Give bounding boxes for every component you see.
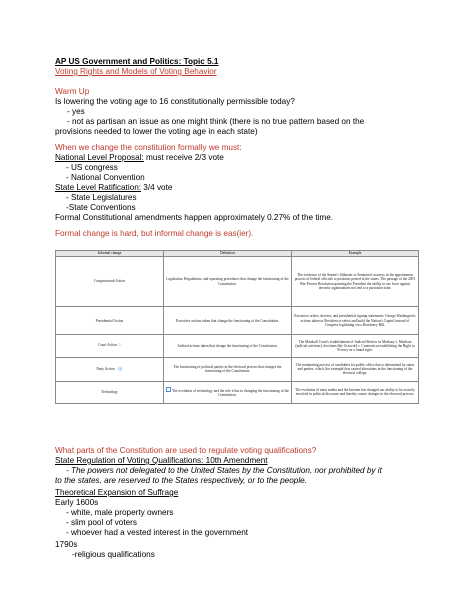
- tenth-amendment-quote-2: to the states, are reserved to the States respectively, or to the people.: [55, 476, 307, 485]
- change-cell: Technology: [56, 381, 164, 403]
- table-row: [56, 357, 419, 381]
- state-text: 3/4 vote: [141, 183, 173, 192]
- example-cell: The existence of the Senate's filibuster or Senatorial courtesy in the appointment process of federal officials to positions posted in the states. The passage of the 2001 War Powers Resolution granting the President the ability to use force against terrorist organizations not tied to a particular state.: [292, 257, 419, 307]
- table-header: Definition: [164, 251, 292, 257]
- definition-cell: Executive actions taken that change the functioning of the Constitution.: [164, 307, 292, 335]
- question-2: What parts of the Constitution are used to regulate voting qualifications?: [55, 446, 317, 455]
- state-item-2: -State Conventions: [66, 203, 136, 212]
- tenth-amendment-quote-1: - The powers not delegated to the United States by the Constitution, nor prohibited by it: [66, 466, 382, 475]
- warmup-answer-2: - not as partisan an issue as one might think (there is no true pattern based on the: [67, 117, 365, 126]
- definition-cell-wrap: [164, 381, 292, 403]
- table-row: [56, 307, 419, 335]
- change-cell: Party Action: [96, 366, 115, 371]
- national-text: must receive 2/3 vote: [143, 153, 224, 162]
- state-item-1: - State Legislatures: [66, 193, 137, 202]
- doc-subtitle: Voting Rights and Models of Voting Behavior: [55, 67, 217, 76]
- warmup-question: Is lowering the voting age to 16 constitutionally permissible today?: [55, 97, 295, 106]
- state-label: State Level Ratification:: [55, 183, 142, 192]
- formal-stat: Formal Constitutional amendments happen approximately 0.27% of the time.: [55, 213, 334, 222]
- warmup-heading: Warm Up: [55, 87, 90, 96]
- early-item-3: - whoever had a vested interest in the government: [66, 528, 249, 537]
- state-ratification: [55, 183, 172, 193]
- table-header: Informal change: [56, 251, 164, 257]
- example-cell: The evolution of mass media and the Internet has changed our ability to be actively involved in political discourse and thereby causes changes in the electoral process.: [292, 381, 419, 403]
- change-cell-wrap: [56, 335, 164, 357]
- early-item-2: - slim pool of voters: [66, 518, 137, 527]
- formal-hard: Formal change is hard, but informal change is eas(ier).: [55, 229, 254, 238]
- annotation-box-icon: [166, 387, 171, 392]
- national-proposal: [55, 153, 224, 163]
- national-item-1: - US congress: [66, 163, 118, 172]
- change-cell: Presidential Action: [56, 307, 164, 335]
- table-row: [56, 257, 419, 307]
- table-header: Example: [292, 251, 419, 257]
- warmup-answer-1: - yes: [67, 107, 85, 116]
- table-row: [56, 381, 419, 403]
- example-cell: Executive orders, decrees, and presidential signing statements. George Washington's actions taken as President to select and build the Nation's Capitol instead of Congress legislating via a Residency Bill.: [292, 307, 419, 335]
- definition-cell: The functioning of political parties in the electoral process that changes the functioning of the Constitution.: [164, 357, 292, 381]
- suffrage-heading: Theoretical Expansion of Suffrage: [55, 488, 179, 497]
- change-heading: When we change the constitution formally we must:: [55, 143, 242, 152]
- table-row: [56, 335, 419, 357]
- example-cell: The nominating process of candidates for public office that is determined by states and parties, which (for example) has caused alterations in the functioning of the electoral college.: [292, 357, 419, 381]
- definition-cell: The evolution of technology and the role it has in changing the functioning of the Constitution.: [172, 389, 289, 398]
- year-1790s: 1790s: [55, 540, 78, 549]
- doc-title: AP US Government and Politics: Topic 5.1: [55, 57, 219, 66]
- national-label: National Level Proposal:: [55, 153, 144, 162]
- definition-cell: Legislation, Regulations, and operating procedures that change the functioning of the Constitution.: [164, 257, 292, 307]
- warmup-answer-2-cont: provisions needed to lower the voting age in each state): [55, 127, 258, 136]
- definition-cell: Judicial actions taken that change the functioning of the Constitution.: [164, 335, 292, 357]
- example-cell: The Marshall Court's establishment of Judicial Review in Marbury v. Madison (judicial activism); doctrines like Griswold v. Connecticut establishing the Right to Privacy as a found right.: [292, 335, 419, 357]
- early-1600s: Early 1600s: [55, 498, 99, 507]
- annotation-circle-icon: ◎: [118, 366, 123, 372]
- change-cell: Court Action: [98, 343, 117, 348]
- national-item-2: - National Convention: [66, 173, 145, 182]
- early-item-1: - white, male property owners: [66, 508, 174, 517]
- change-cell: Congressional Action: [56, 257, 164, 307]
- annotation-circle-icon: ○: [117, 343, 121, 349]
- informal-change-table: [55, 250, 419, 404]
- change-cell-wrap: [56, 357, 164, 381]
- 1790s-item-1: -religious qualifications: [72, 550, 155, 559]
- state-regulation: State Regulation of Voting Qualifications: 10th Amendment: [55, 456, 268, 465]
